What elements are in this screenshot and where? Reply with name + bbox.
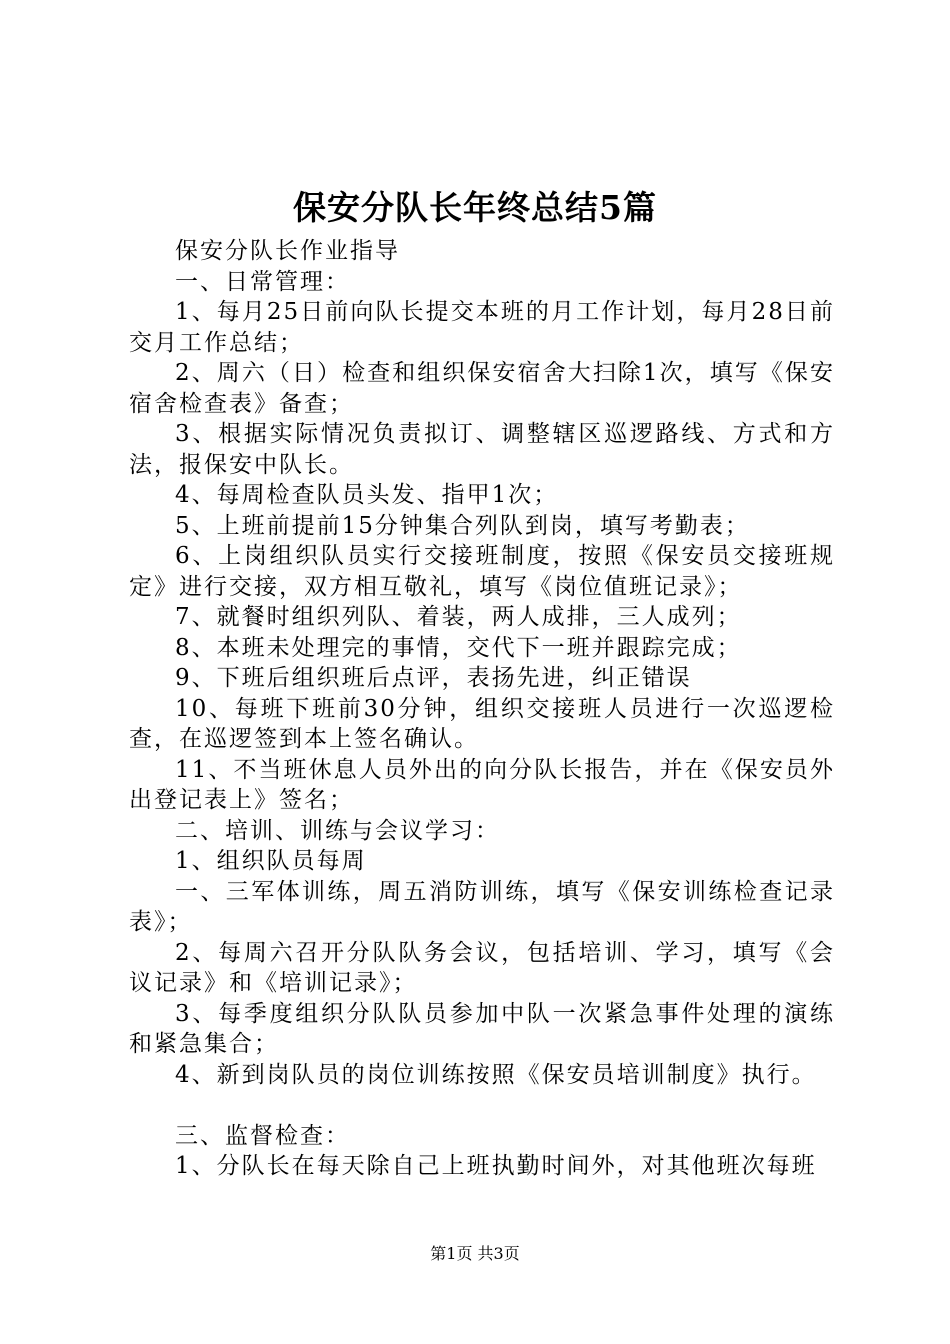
paragraph: 1、分队长在每天除自己上班执勤时间外，对其他班次每班: [175, 1153, 817, 1179]
paragraph: 1、组织队员每周: [175, 848, 367, 874]
paragraph: 2、每周六召开分队队务会议，包括培训、学习，填写《会议记录》和《培训记录》；: [129, 939, 835, 996]
paragraph: 6、上岗组织队员实行交接班制度，按照《保安员交接班规定》进行交接，双方相互敬礼，填写《岗位值班记录》；: [129, 543, 835, 600]
page-footer: 第1页 共3页: [430, 1244, 520, 1263]
paragraph: 一、三军体训练，周五消防训练，填写《保安训练检查记录表》；: [129, 878, 835, 935]
paragraph: 1、每月25日前向队长提交本班的月工作计划，每月28日前交月工作总结；: [129, 299, 835, 356]
paragraph: 8、本班未处理完的事情，交代下一班并跟踪完成；: [175, 634, 742, 661]
paragraph: 4、每周检查队员头发、指甲1次；: [175, 482, 559, 508]
section-heading: 三、监督检查：: [175, 1122, 350, 1149]
section-heading: 一、日常管理：: [175, 268, 350, 295]
paragraph: 11、不当班休息人员外出的向分队长报告，并在《保安员外出登记表上》签名；: [129, 756, 835, 813]
paragraph: 9、下班后组织班后点评，表扬先进，纠正错误: [175, 665, 692, 691]
section-heading: 二、培训、训练与会议学习：: [175, 817, 500, 844]
paragraph: 3、每季度组织分队队员参加中队一次紧急事件处理的演练和紧急集合；: [129, 1000, 835, 1057]
paragraph: 3、根据实际情况负责拟订、调整辖区巡逻路线、方式和方法，报保安中队长。: [129, 421, 835, 478]
paragraph: 5、上班前提前15分钟集合列队到岗，填写考勤表；: [175, 512, 750, 539]
document-title: 保安分队长年终总结5篇: [293, 188, 657, 227]
paragraph: 7、就餐时组织列队、着装，两人成排，三人成列；: [175, 604, 742, 630]
paragraph: 保安分队长作业指导: [175, 238, 400, 264]
paragraph: 2、周六（日）检查和组织保安宿舍大扫除1次，填写《保安宿舍检查表》备查；: [129, 360, 835, 417]
paragraph: 10、每班下班前30分钟，组织交接班人员进行一次巡逻检查，在巡逻签到本上签名确认。: [129, 695, 835, 752]
paragraph: 4、新到岗队员的岗位训练按照《保安员培训制度》执行。: [175, 1061, 817, 1088]
blank-line: [129, 1090, 835, 1121]
document-body: [129, 236, 835, 1182]
